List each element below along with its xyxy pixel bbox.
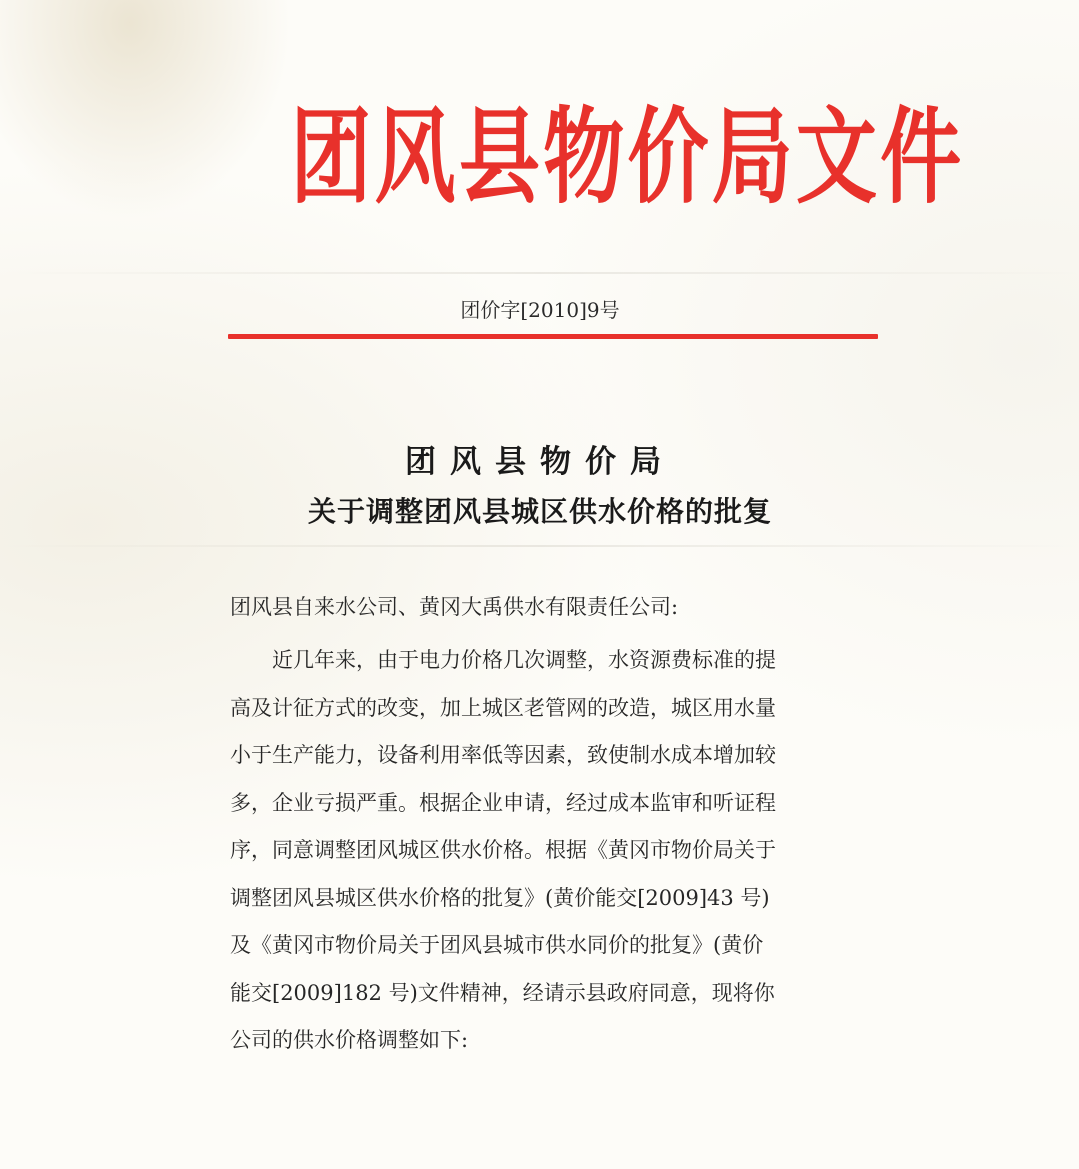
red-separator-line xyxy=(228,334,878,339)
salutation: 团风县自来水公司、黄冈大禹供水有限责任公司: xyxy=(230,595,679,619)
document-title-issuer: 团风县物价局 xyxy=(405,444,675,480)
body-text xyxy=(230,637,855,1065)
body-line: 小于生产能力，设备利用率低等因素，致使制水成本增加较 xyxy=(230,743,776,767)
body-line: 能交[2009]182 号)文件精神，经请示县政府同意，现将你 xyxy=(230,980,775,1005)
document-number: 团价字[2010]9号 xyxy=(460,298,620,322)
paper-fold-line xyxy=(0,545,1079,547)
body-line: 调整团风县城区供水价格的批复》(黄价能交[2009]43 号) xyxy=(230,885,770,910)
paper-fold-line xyxy=(0,272,1079,274)
body-line: 序，同意调整团风城区供水价格。根据《黄冈市物价局关于 xyxy=(230,838,776,862)
body-line: 及《黄冈市物价局关于团风县城市供水同价的批复》(黄价 xyxy=(230,933,764,957)
body-line: 近几年来，由于电力价格几次调整，水资源费标准的提 xyxy=(272,648,776,672)
body-line: 公司的供水价格调整如下: xyxy=(230,1028,469,1052)
document-masthead: 团风县物价局文件 xyxy=(290,95,965,218)
body-line: 高及计征方式的改变，加上城区老管网的改造，城区用水量 xyxy=(230,695,776,720)
document-title-subject: 关于调整团风县城区供水价格的批复 xyxy=(307,495,772,528)
body-line: 多，企业亏损严重。根据企业申请，经过成本监审和听证程 xyxy=(230,790,776,815)
